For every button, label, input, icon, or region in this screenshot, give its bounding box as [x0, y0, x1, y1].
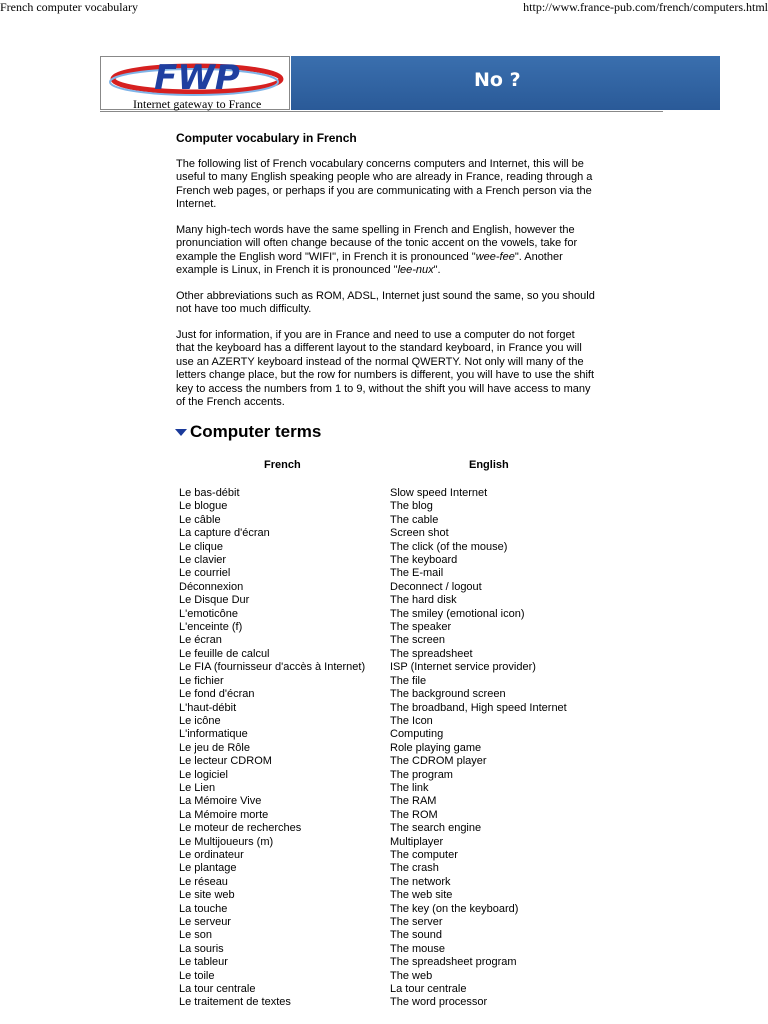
french-term: Le moteur de recherches: [179, 822, 302, 835]
document-title: French computer vocabulary: [0, 0, 138, 14]
banner-divider: [100, 111, 663, 112]
french-term: Le Lien: [179, 781, 216, 794]
pronunciation-linux: lee-nux: [397, 264, 434, 276]
french-term: Le feuille de calcul: [179, 647, 270, 660]
logo-text: FWP: [154, 59, 240, 97]
english-terms-list: [390, 487, 567, 1010]
french-term: Le ordinateur: [179, 848, 244, 861]
english-term: The background screen: [390, 688, 506, 701]
french-term: Le logiciel: [179, 768, 228, 781]
french-term: Le blogue: [179, 500, 228, 513]
french-term: Le icône: [179, 714, 221, 727]
section-title: [175, 422, 321, 442]
fwp-logo-graphic: [107, 59, 287, 97]
french-term: La touche: [179, 902, 228, 915]
french-term: Le réseau: [179, 875, 228, 888]
english-term: The spreadsheet program: [390, 956, 517, 969]
english-term: Slow speed Internet: [390, 487, 488, 499]
intro-section: [176, 132, 596, 422]
english-term: The mouse: [390, 942, 446, 955]
english-term: The broadband, High speed Internet: [390, 701, 567, 714]
logo-tagline: Internet gateway to France: [133, 97, 262, 111]
french-term: L'enceinte (f): [179, 621, 243, 634]
french-term: La capture d'écran: [179, 527, 270, 540]
english-term: The web: [390, 969, 433, 982]
french-term: Déconnexion: [179, 580, 244, 593]
english-term: The crash: [390, 862, 439, 875]
intro-paragraph-2: Many high-tech words have the same spelling in French and English, however the pronunciation will often change because of the tonic accent on the vowels, take for example the English word "WIFI", in French it is pronounced "wee-fee". Another example is Linux, in French it is pronounced "lee-nux".: [176, 223, 578, 276]
french-term: Le Disque Dur: [179, 594, 250, 607]
english-term: The search engine: [390, 822, 482, 835]
french-term: La tour centrale: [179, 983, 256, 996]
english-term: The word processor: [390, 996, 488, 1009]
banner-ad-text: No ?: [474, 69, 521, 91]
french-term: La Mémoire morte: [179, 808, 269, 821]
french-term: Le son: [179, 929, 213, 942]
intro-paragraph-3: Other abbreviations such as ROM, ADSL, Internet just sound the same, so you should not have too much difficulty.: [176, 289, 595, 315]
english-term: The Icon: [390, 714, 433, 727]
site-banner: [100, 56, 720, 112]
french-term: Le courriel: [179, 567, 231, 580]
english-term: The sound: [390, 929, 442, 942]
english-term: The program: [390, 768, 453, 781]
english-term: The file: [390, 674, 427, 687]
expand-triangle-icon[interactable]: [175, 429, 187, 436]
english-term: The blog: [390, 500, 433, 513]
english-term: The screen: [390, 634, 446, 647]
english-term: Multiplayer: [390, 835, 444, 848]
french-term: Le clique: [179, 540, 224, 553]
english-term: The smiley (emotional icon): [390, 607, 525, 620]
fwp-logo[interactable]: [100, 56, 290, 110]
english-term: The key (on the keyboard): [390, 902, 519, 915]
column-header-english: English: [469, 459, 509, 471]
english-term: The spreadsheet: [390, 647, 473, 660]
section-title-text: Computer terms: [190, 422, 322, 441]
french-term: Le Multijoueurs (m): [179, 835, 274, 848]
french-term: Le FIA (fournisseur d'accès à Internet): [179, 661, 366, 674]
banner-ad-panel[interactable]: [291, 56, 720, 110]
english-term: The click (of the mouse): [390, 540, 508, 553]
french-term: La Mémoire Vive: [179, 795, 262, 808]
french-term: La souris: [179, 942, 224, 955]
pronunciation-wifi: wee-fee: [475, 250, 515, 263]
english-term: The ROM: [390, 808, 438, 821]
french-term: Le bas-débit: [179, 487, 240, 499]
english-term: The CDROM player: [390, 755, 487, 768]
english-term: The server: [390, 916, 443, 928]
french-term: L'haut-débit: [179, 701, 237, 714]
english-term: The hard disk: [390, 594, 457, 607]
french-term: L'emoticône: [179, 607, 238, 620]
french-term: Le clavier: [179, 554, 227, 567]
english-term: The speaker: [390, 621, 452, 634]
french-term: Le tableur: [179, 956, 228, 969]
french-terms-list: [179, 487, 365, 1010]
english-term: Role playing game: [390, 741, 482, 754]
french-term: Le fond d'écran: [179, 688, 255, 701]
french-term: Le toile: [179, 969, 215, 982]
french-term: Le traitement de textes: [179, 996, 291, 1009]
french-term: Le plantage: [179, 862, 237, 875]
french-term: Le site web: [179, 889, 235, 902]
english-term: Screen shot: [390, 527, 449, 540]
english-term: The cable: [390, 513, 439, 526]
english-term: The keyboard: [390, 554, 458, 567]
english-term: The E-mail: [390, 567, 444, 580]
english-term: La tour centrale: [390, 983, 467, 996]
intro-paragraph-1: The following list of French vocabulary concerns computers and Internet, this will be useful to many English speaking people who are already in France, reading through a French web pages, or perhaps if you are communicating with a French person via the Internet.: [176, 157, 593, 210]
english-term: The link: [390, 781, 429, 794]
french-term: Le écran: [179, 634, 222, 647]
english-term: Computing: [390, 728, 444, 741]
french-term: Le fichier: [179, 674, 224, 687]
english-term: The computer: [390, 848, 458, 861]
document-url[interactable]: http://www.france-pub.com/french/computers.html: [523, 0, 768, 14]
french-term: Le serveur: [179, 916, 231, 928]
intro-paragraph-4: Just for information, if you are in France and need to use a computer do not forget that the keyboard has a different layout to the standard keyboard, in France you will use an AZERTY keyboard instead of the normal QWERTY. Not only will many of the letters change place, but the row for numbers is different, you will have to use the shift key to access the numbers from 1 to 9, without the shift you will have access to many of the French accents.: [176, 328, 595, 408]
english-term: The network: [390, 875, 451, 888]
column-header-french: French: [264, 459, 301, 471]
french-term: Le câble: [179, 513, 221, 526]
page-heading: Computer vocabulary in French: [176, 131, 357, 145]
english-term: ISP (Internet service provider): [390, 661, 536, 674]
print-header: [0, 0, 768, 16]
french-term: Le lecteur CDROM: [179, 755, 272, 768]
english-term: Deconnect / logout: [390, 580, 482, 593]
french-term: L'informatique: [179, 728, 248, 741]
french-term: Le jeu de Rôle: [179, 741, 250, 754]
english-term: The RAM: [390, 795, 437, 808]
english-term: The web site: [390, 889, 453, 902]
